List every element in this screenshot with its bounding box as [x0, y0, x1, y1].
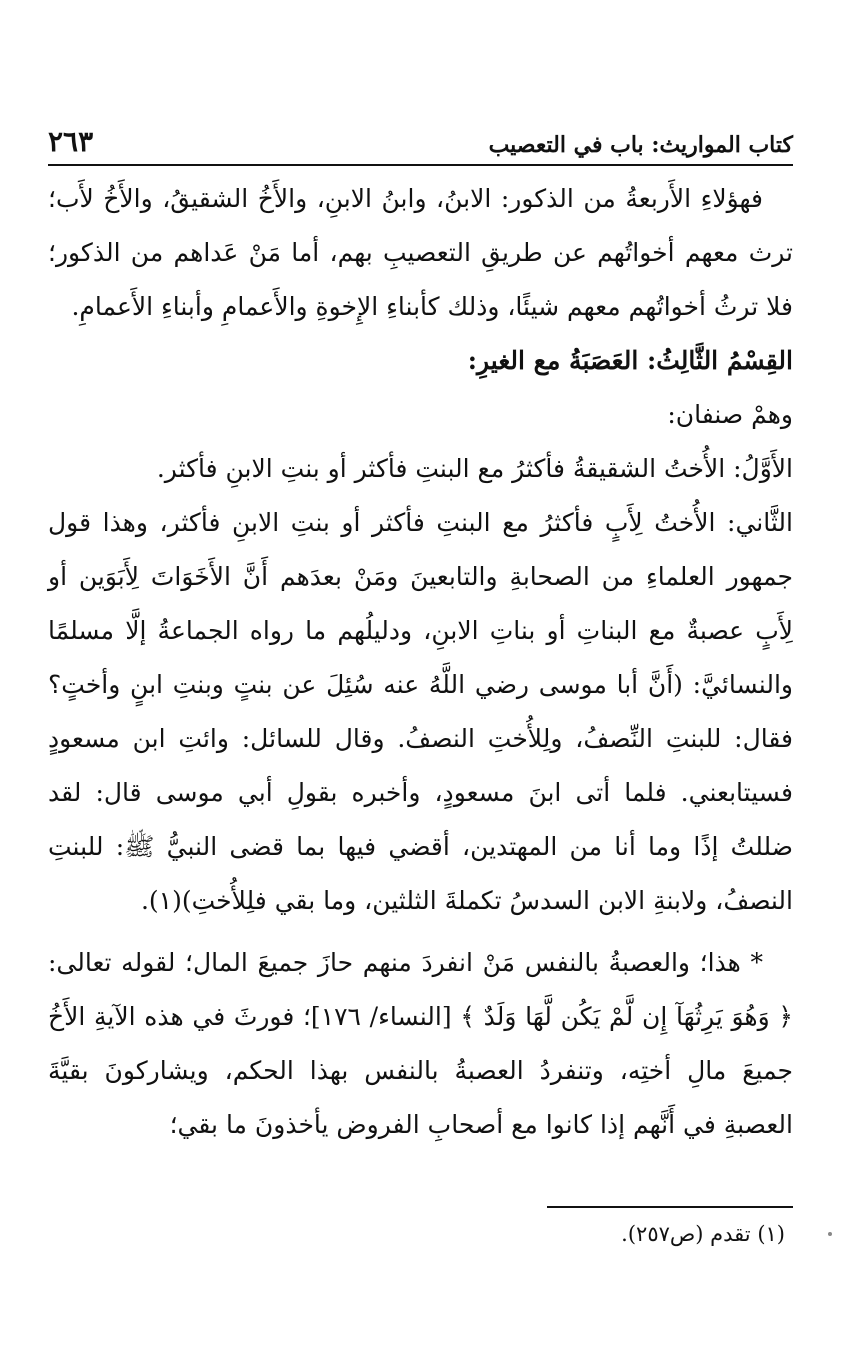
paragraph-note: * هذا؛ والعصبةُ بالنفس مَنْ انفردَ منهم حازَ جميعَ المال؛ لقوله تعالى: ﴿ وَهُوَ يَرِثُهَآ إِن لَّمْ يَكُن لَّهَا وَلَدٌ ﴾ [النساء/ ١٧٦]؛ فورثَ في هذه الآيةِ الأَخُ جميعَ مالِ أختِه، وتنفردُ العصبةُ بالنفس بهذا الحكم، ويشاركونَ بقيَّةَ العصبةِ في أَنَّهم إذا كانوا مع أصحابِ الفروض يأخذونَ ما بقي؛	[48, 948, 793, 1139]
main-text	[48, 172, 793, 1152]
paragraph-types-intro: وهمْ صنفان:	[667, 400, 793, 429]
scan-speck	[828, 1232, 832, 1236]
page-header	[48, 112, 793, 166]
section-heading: القِسْمُ الثَّالِثُ: العَصَبَةُ مع الغيرِ:	[467, 346, 793, 375]
footnote: (١) تقدم (ص٢٥٧).	[621, 1222, 785, 1246]
paragraph-second-type: الثَّاني: الأُختُ لِأَبٍ فأكثرُ مع البنتِ فأكثر أو بنتِ الابنِ فأكثر، وهذا قول جمهور العلماءِ من الصحابةِ والتابعينَ ومَنْ بعدَهم أَنَّ الأَخَوَاتَ لِأَبَوَين أو لِأَبٍ عصبةٌ مع البناتِ أو بناتِ الابنِ، ودليلُهم ما رواه الجماعةُ إلَّا مسلمًا والنسائيَّ: (أَنَّ أبا موسى رضي اللَّهُ عنه سُئِلَ عن بنتٍ وبنتِ ابنٍ وأختٍ؟ فقال: للبنتِ النِّصفُ، ولِلأُختِ النصفُ. وقال للسائل: وائتِ ابن مسعودٍ فسيتابعني. فلما أتى ابنَ مسعودٍ، وأخبره بقولِ أبي موسى قال: لقد ضللتُ إذًا وما أنا من المهتدين، أقضي فيها بما قضى النبيُّ ﷺ: للبنتِ النصفُ، ولابنةِ الابن السدسُ تكملةَ الثلثين، وما بقي فلِلأُختِ)(١).	[48, 508, 793, 915]
paragraph-first-type: الأَوَّلُ: الأُختُ الشقيقةُ فأكثرُ مع البنتِ فأكثر أو بنتِ الابنِ فأكثر.	[156, 454, 793, 483]
page-number: ٢٦٣	[48, 125, 94, 158]
running-title: كتاب المواريث: باب في التعصيب	[488, 132, 793, 158]
paragraph-male-agnates: فهؤلاءِ الأَربعةُ من الذكور: الابنُ، وابنُ الابنِ، والأَخُ الشقيقُ، والأَخُ لأَب؛ ترث معهم أخواتُهم عن طريقِ التعصيبِ بهم، أما مَنْ عَداهم من الذكور؛ فلا ترثُ أخواتُهم معهم شيئًا، وذلك كأبناءِ الإِخوةِ والأَعمامِ وأبناءِ الأَعمامِ.	[48, 184, 793, 321]
footnote-divider	[547, 1206, 793, 1208]
